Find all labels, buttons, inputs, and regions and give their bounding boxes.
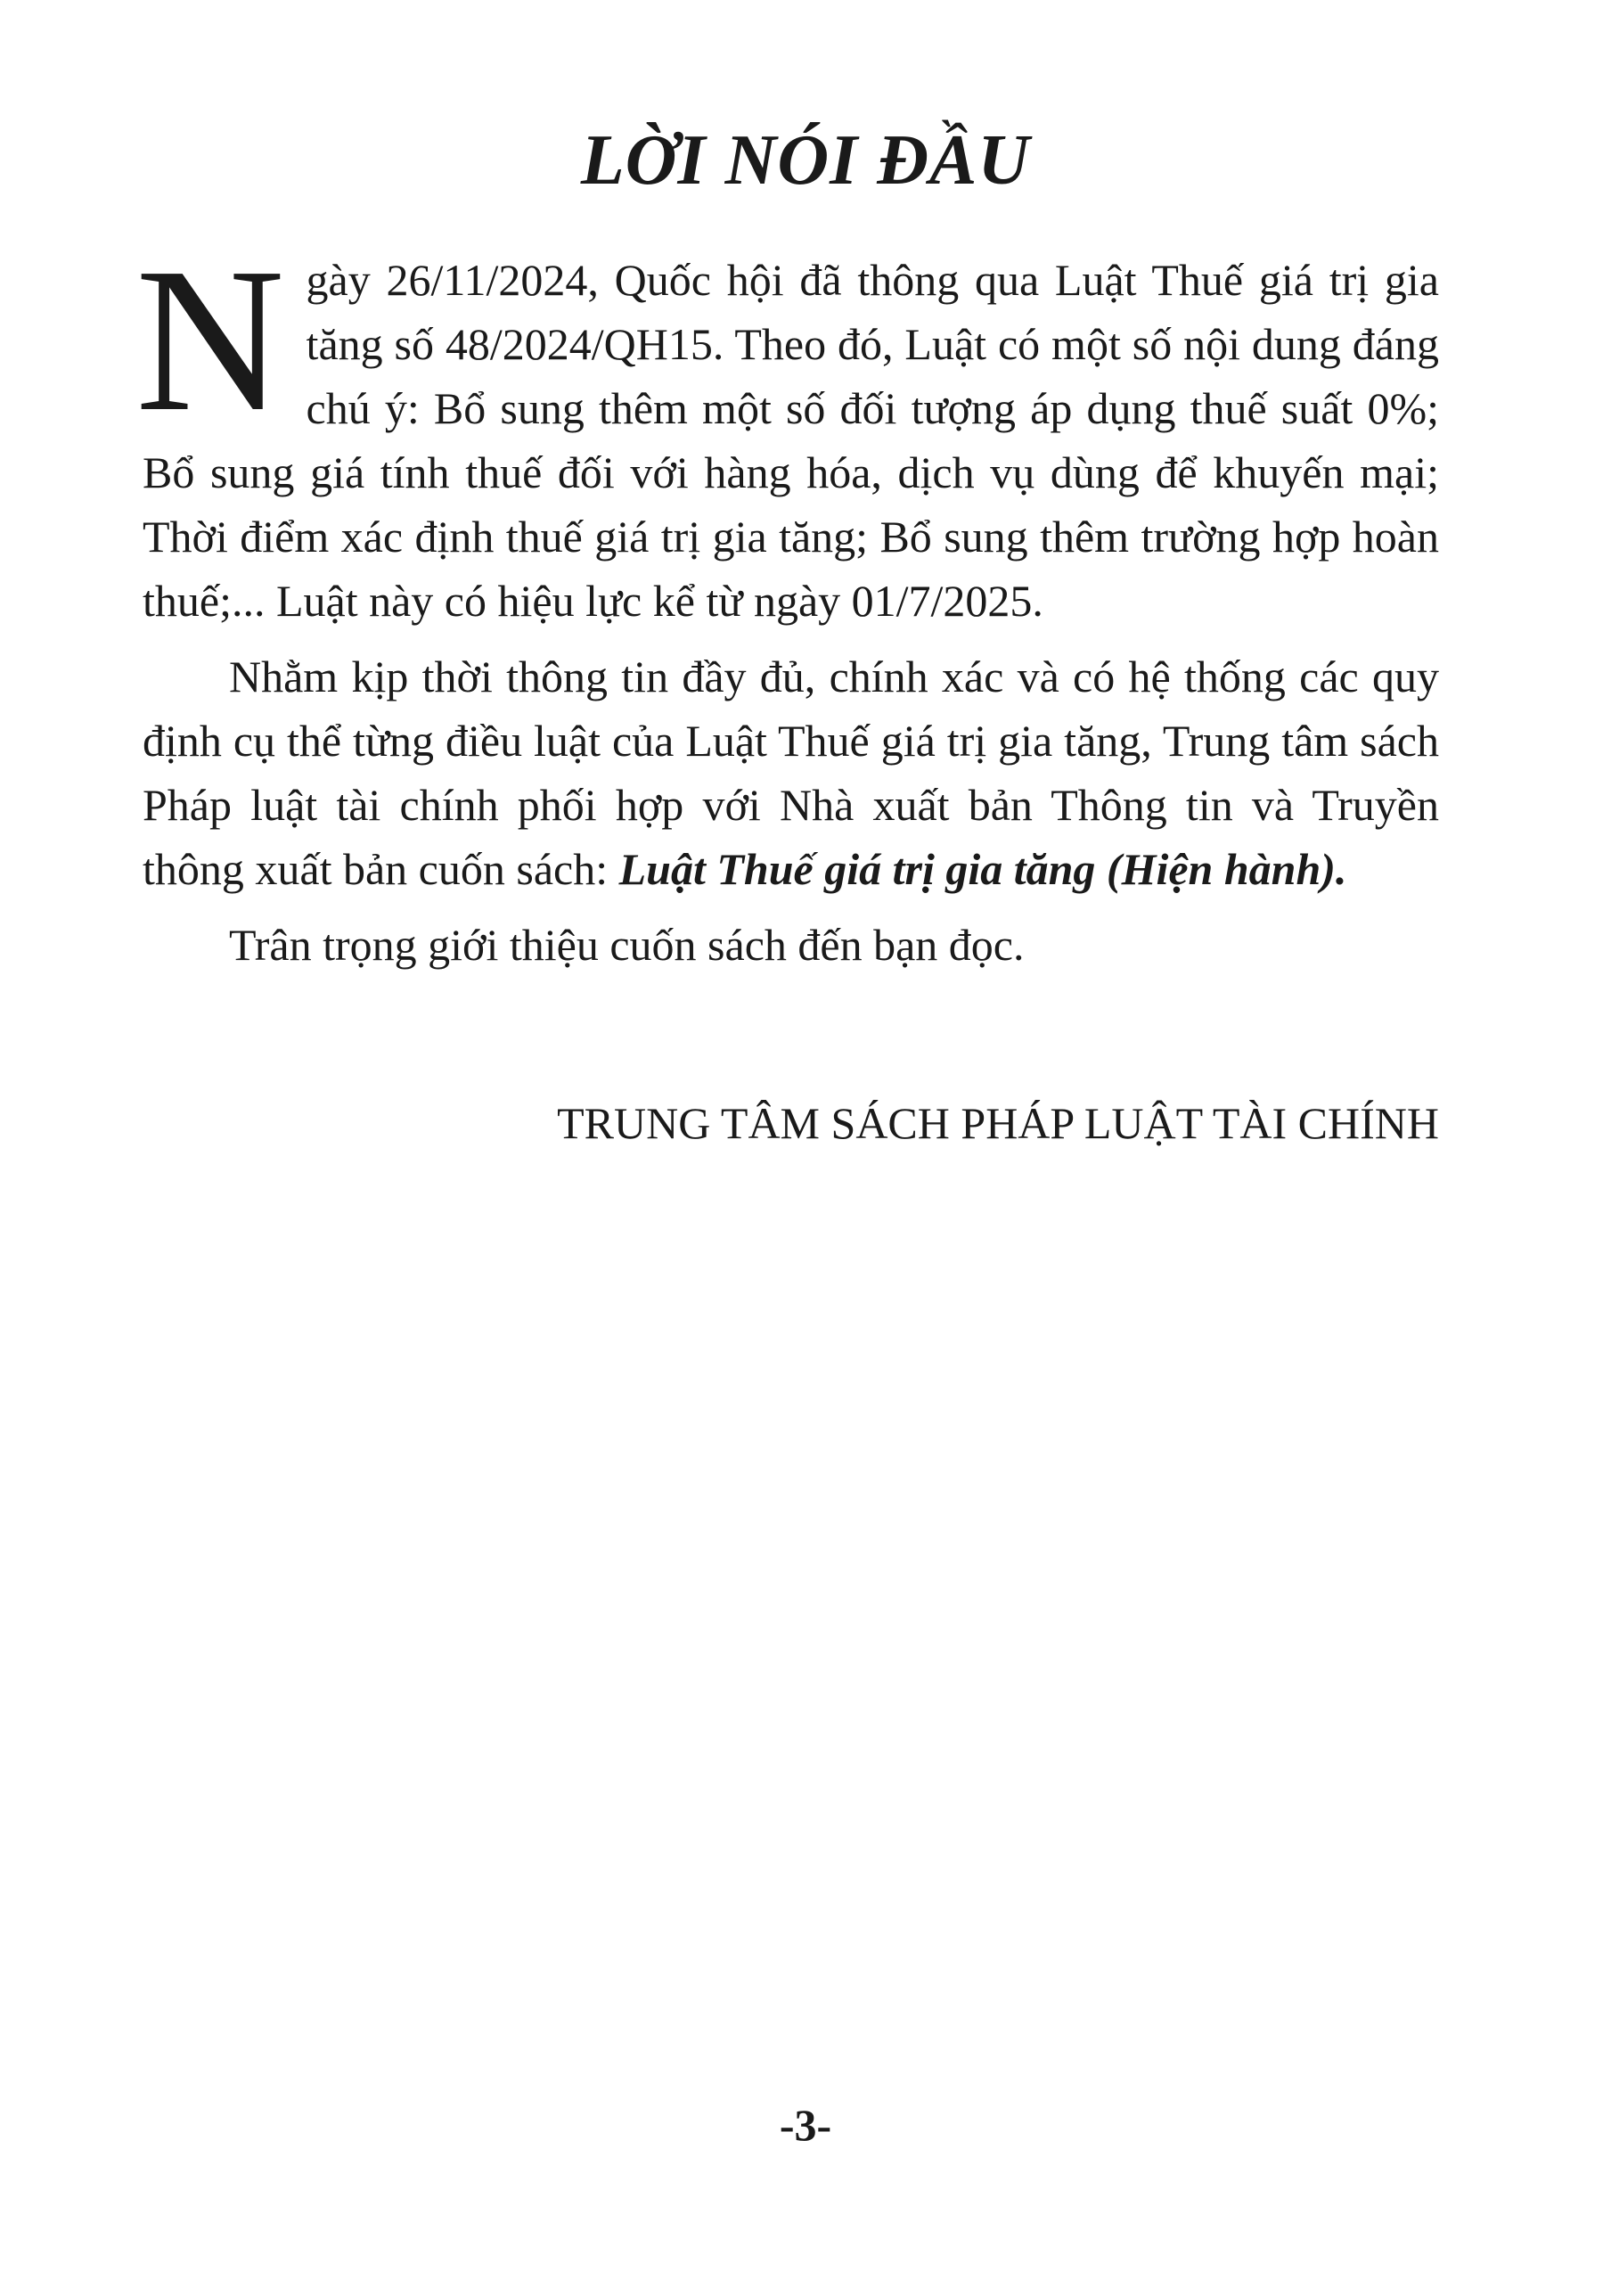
book-title: Luật Thuế giá trị gia tăng (Hiện hành) (618, 844, 1336, 894)
paragraph-1-text: gày 26/11/2024, Quốc hội đã thông qua Luật Thuế giá trị gia tăng số 48/2024/QH15. Theo đó, Luật có một số nội dung đáng chú ý: Bổ sung thêm một số đối tượng áp dụng thuế suất 0%; Bổ sung giá tính thuế đối với hàng hóa, dịch vụ dùng để khuyến mại; Thời điểm xác định thuế giá trị gia tăng; Bổ sung thêm trường hợp hoàn thuế;... Luật này có hiệu lực kể từ ngày 01/7/2025. (143, 255, 1439, 626)
paragraph-1 (135, 226, 1439, 633)
paragraph-3-text: Trân trọng giới thiệu cuốn sách đến bạn đọc. (229, 920, 1025, 970)
page-title: LỜI NÓI ĐẦU (580, 121, 1031, 200)
drop-cap: N (135, 226, 285, 455)
paragraph-2 (143, 644, 1439, 901)
preface-body (135, 226, 1439, 977)
paragraph-2-text: Nhằm kịp thời thông tin đầy đủ, chính xác và có hệ thống các quy định cụ thể từng điều luật của Luật Thuế giá trị gia tăng, Trung tâm sách Pháp luật tài chính phối hợp với Nhà xuất bản Thông tin và Truyền thông xuất bản cuốn sách: (143, 652, 1439, 894)
page-number: -3- (779, 2100, 832, 2150)
book-title-period: . (1335, 844, 1347, 894)
paragraph-3 (143, 913, 1439, 977)
signature: TRUNG TÂM SÁCH PHÁP LUẬT TÀI CHÍNH (557, 1098, 1439, 1148)
